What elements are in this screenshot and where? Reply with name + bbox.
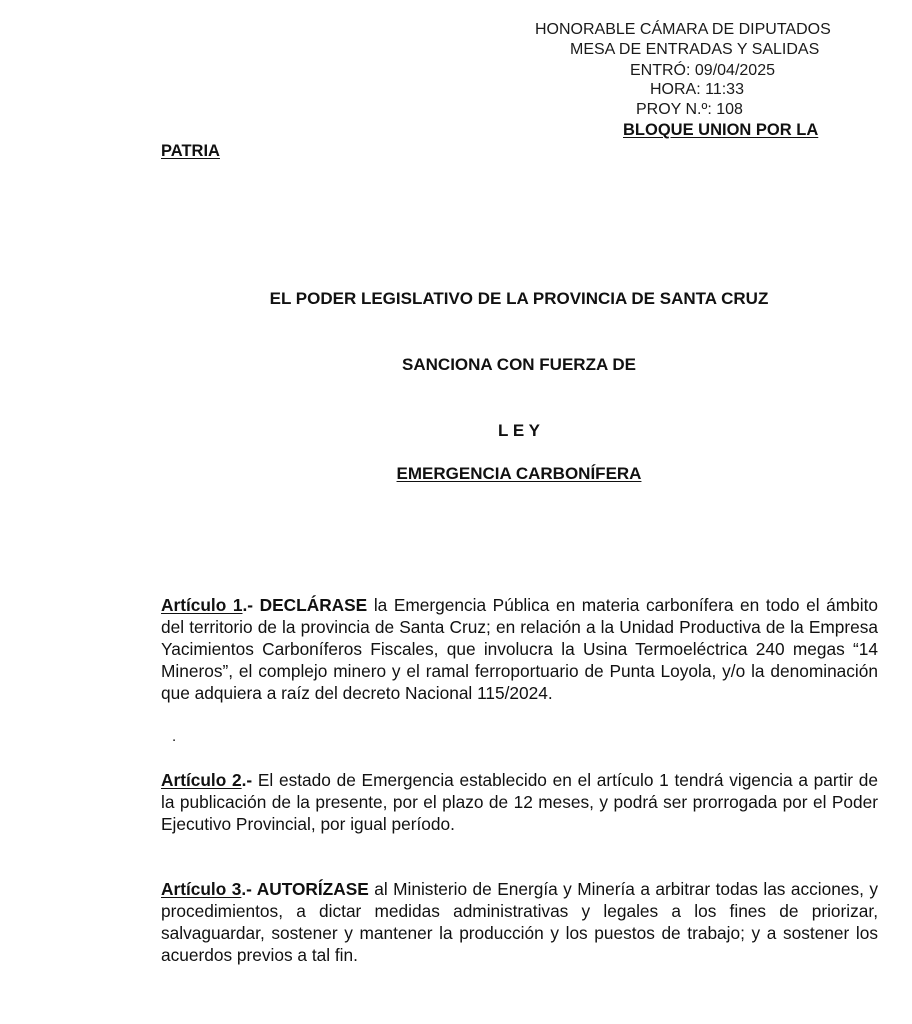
stamp-project-label: PROY N.º: [636,101,712,118]
sanction-heading: SANCIONA CON FUERZA DE [402,355,636,374]
article-2-text: El estado de Emergencia establecido en el artículo 1 tendrá vigencia a partir de la publicación de la presente, por el plazo de 12 meses, y podrá ser prorrogada por el Poder Ejecutivo Provincial, por igual período. [161,770,878,834]
stray-mark: . [172,728,177,745]
article-3-text: al Ministerio de Energía y Minería a arbitrar todas las acciones, y procedimientos, a dictar medidas administrativas y legales a los fines de priorizar, salvaguardar, sostener y mantener la producción y los puestos de trabajo; y a sostener los acuerdos previos a tal fin. [161,879,878,965]
article-2-heading [161,770,252,790]
stamp-project [636,100,743,120]
article-3-heading [161,879,369,899]
stamp-office: MESA DE ENTRADAS Y SALIDAS [570,41,820,58]
stamp-entry-date: 09/04/2025 [694,62,775,79]
article-3-keyword: AUTORÍZASE [256,879,369,899]
article-2-label: Artículo 2 [161,770,242,790]
article-1 [161,594,878,704]
stamp-project-number: 108 [716,101,743,118]
bloc-line-1: BLOQUE UNION POR LA [623,121,819,139]
article-1-label: Artículo 1 [161,595,243,615]
article-2 [161,769,878,835]
article-3 [161,878,878,966]
article-3-separator: .- [241,879,257,899]
article-1-keyword: DECLÁRASE [259,595,368,615]
stamp-time [650,80,744,100]
law-title [160,464,878,484]
article-1-heading [161,595,367,615]
stamp-time-value: 11:33 [705,81,744,98]
bloc-line-2: PATRIA [161,142,220,160]
article-1-text: la Emergencia Pública en materia carbonífera en todo el ámbito del territorio de la provincia de Santa Cruz; en relación a la Unidad Productiva de la Empresa Yacimientos Carboníferos Fiscales, que involucra la Usina Termoeléctrica 240 megas “14 Mineros”, el complejo minero y el ramal ferroportuario de Punta Loyola, y/o la denominación que adquiera a raíz del decreto Nacional 115/2024. [161,595,879,703]
legislature-heading: EL PODER LEGISLATIVO DE LA PROVINCIA DE SANTA CRUZ [269,289,769,308]
law-title-text: EMERGENCIA CARBONÍFERA [396,464,642,483]
stamp-entry [630,61,775,81]
stamp-entry-label: ENTRÓ: [630,62,691,79]
article-3-label: Artículo 3 [161,879,242,899]
article-1-separator: .- [242,595,260,615]
stamp-chamber: HONORABLE CÁMARA DE DIPUTADOS [535,21,831,38]
article-2-separator: .- [241,770,253,790]
stamp-time-label: HORA: [650,81,701,98]
law-heading: L E Y [498,421,540,440]
